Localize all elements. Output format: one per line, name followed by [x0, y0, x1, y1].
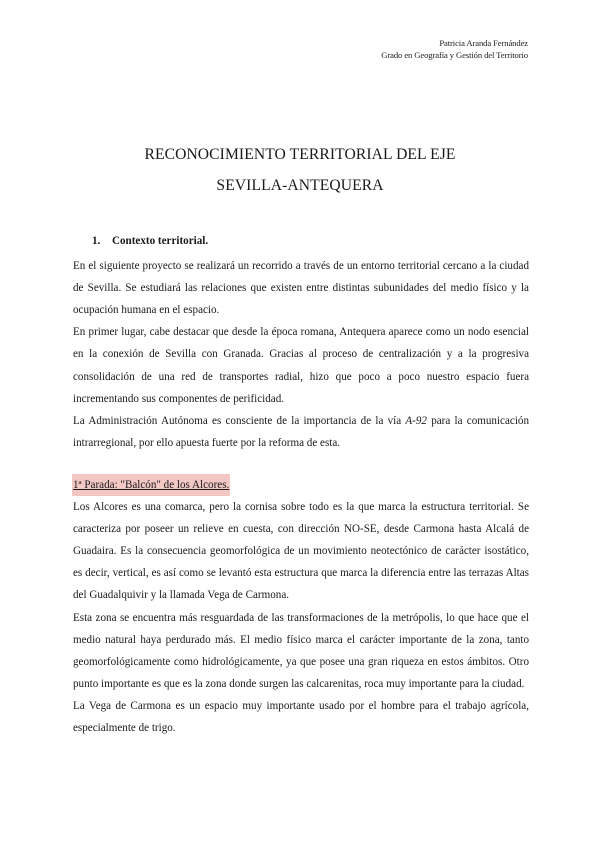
section-heading-text: Contexto territorial. [112, 235, 209, 247]
paragraph-text: La Administración Autónoma es consciente de la importancia de la vía [73, 414, 406, 427]
paragraph [73, 410, 529, 454]
title-line-1: RECONOCIMIENTO TERRITORIAL DEL EJE [144, 146, 456, 163]
header-degree: Grado en Geografía y Gestión del Territorio [381, 50, 528, 60]
section-number: 1. [92, 235, 101, 247]
section-heading [92, 230, 529, 252]
title-line-2: SEVILLA-ANTEQUERA [216, 177, 384, 194]
road-name: A-92 [405, 414, 427, 427]
paragraph-text: para la comunicación intrarregional, por ello apuesta fuerte por la reforma de esta. [73, 414, 529, 449]
document-title [0, 139, 600, 201]
stop-heading-line [73, 474, 529, 496]
header-author: Patricia Aranda Fernández [439, 38, 528, 48]
paragraph: Esta zona se encuentra más resguardada de las transformaciones de la metrópolis, lo que hace que el medio natural haya perdurado más. El medio físico marca el carácter importante de la zona, tanto geomorfológicamente como hidrológicamente, ya que posee una gran riqueza en estos ámbitos. Otro punto importante es que es la zona donde surgen las calcarenitas, roca muy importante para la ciudad. [73, 611, 529, 690]
stop-heading: 1ª Parada: "Balcón" de los Alcores. [72, 474, 230, 496]
paragraph: Los Alcores es una comarca, pero la cornisa sobre todo es la que marca la estructura territorial. Se caracteriza por poseer un relieve en cuesta, con dirección NO-SE, desde Carmona hasta Alcalá de Guadaira. Es la consecuencia geomorfológica de un movimiento neotectónico de carácter isostático, es decir, vertical, es así como se levantó esta estructura que marca la diferencia entre las terrazas Altas del Guadalquivir y la llamada Vega de Carmona. [73, 501, 529, 602]
page-header [381, 37, 528, 61]
paragraph: La Vega de Carmona es un espacio muy importante usado por el hombre para el trabajo agrícola, especialmente de trigo. [73, 699, 529, 734]
paragraph: En el siguiente proyecto se realizará un recorrido a través de un entorno territorial cercano a la ciudad de Sevilla. Se estudiará las relaciones que existen entre distintas subunidades del medio físico y la ocupación humana en el espacio. [73, 260, 529, 317]
document-body [73, 230, 529, 739]
paragraph: En primer lugar, cabe destacar que desde la época romana, Antequera aparece como un nodo esencial en la conexión de Sevilla con Granada. Gracias al proceso de centralización y a la progresiva consolidación de una red de transportes radial, hizo que poco a poco nuestro espacio fuera incrementando sus componentes de perificidad. [73, 326, 529, 405]
spacer [73, 454, 529, 474]
